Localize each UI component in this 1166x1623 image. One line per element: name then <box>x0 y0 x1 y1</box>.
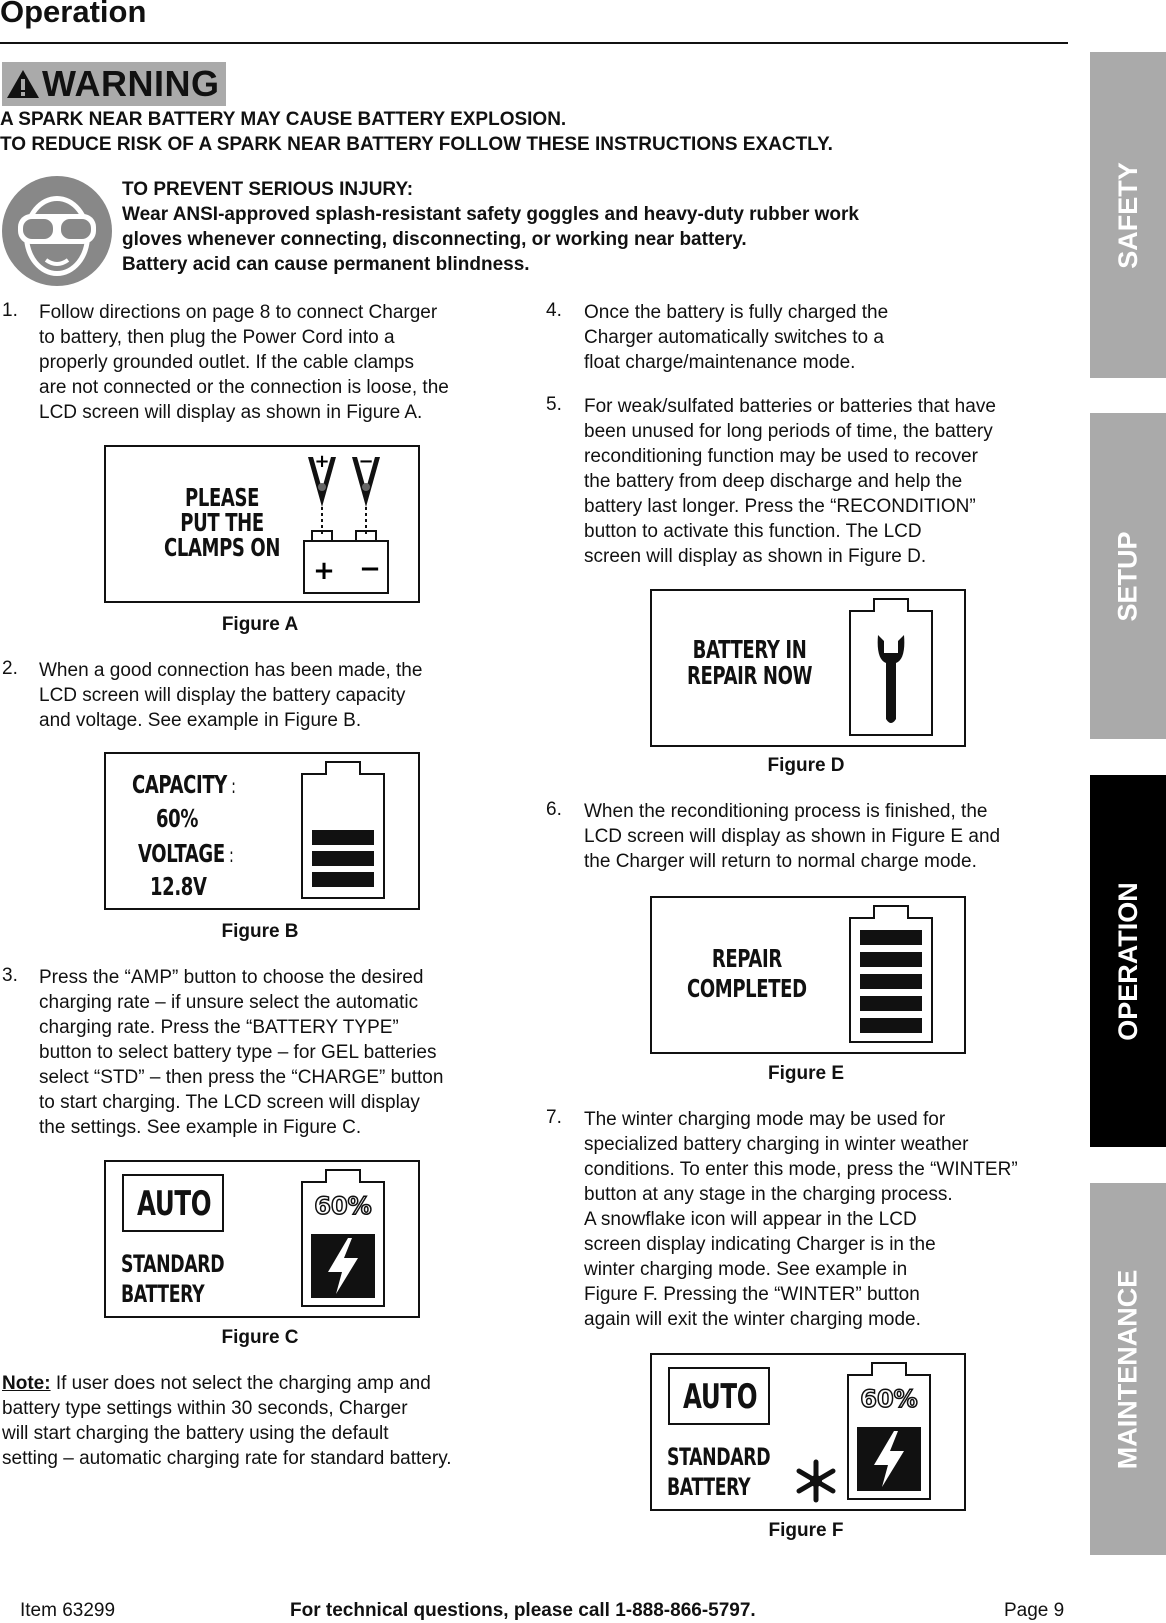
battery-plus-label: + <box>313 556 335 586</box>
tab-maintenance[interactable]: MAINTENANCE <box>1090 1183 1166 1555</box>
step-1-text: Follow directions on page 8 to connect Charger to battery, then plug the Power Cord into a properly grounded outlet. If the cable clamps are not connected or the connection is loose, the LCD screen will display as shown in Figure A. <box>39 302 449 423</box>
footer-tech-support: For technical questions, please call 1-888-866-5797. <box>290 1600 756 1621</box>
battery-bar <box>312 872 374 887</box>
battery-bar <box>860 952 922 967</box>
warning-triangle-icon <box>6 68 40 100</box>
capacity-value: 60% <box>156 804 199 833</box>
step-7-text: The winter charging mode may be used for specialized battery charging in winter weather conditions. To enter this mode, press the “WINTER” button at any stage in the charging process. A snowflake icon will appear in the LCD screen display indicating Charger is in the winter charging mode. See example in Figure F. Pressing the “WINTER” button again will exit the winter charging mode. <box>584 1109 1018 1330</box>
note-text: Note: If user does not select the charging amp and battery type settings within 30 seconds, Charger will start charging the battery using the default setting – automatic charging rate for standard battery. <box>2 1373 452 1469</box>
figure-e-text: REPAIR COMPLETED <box>687 944 807 1003</box>
battery-level-icon <box>300 760 390 902</box>
voltage-value: 12.8V <box>150 872 207 901</box>
step-6-text: When the reconditioning process is finished, the LCD screen will display as shown in Figure E and the Charger will return to normal charge mode. <box>584 801 1001 872</box>
warning-line-2: TO REDUCE RISK OF A SPARK NEAR BATTERY FOLLOW THESE INSTRUCTIONS EXACTLY. <box>0 134 833 155</box>
figure-d-text: BATTERY IN REPAIR NOW <box>687 635 813 690</box>
tab-setup[interactable]: SETUP <box>1090 413 1166 739</box>
tab-operation[interactable]: OPERATION <box>1090 775 1166 1147</box>
battery-charging-icon <box>300 1168 390 1310</box>
step-number: 7. <box>546 1107 562 1128</box>
clamp-plus-label: + <box>314 451 330 472</box>
voltage-label: VOLTAGE : <box>138 839 234 868</box>
step-5-text: For weak/sulfated batteries or batteries that have been unused for long periods of time, the battery reconditioning function may be used to recover the battery from deep discharge and help the battery last longer. Press the “RECONDITION” button to activate this function. The LCD screen will display as shown in Figure D. <box>584 396 996 567</box>
battery-full-icon <box>848 904 938 1046</box>
battery-type-line-1: STANDARD <box>121 1250 225 1278</box>
figure-c-caption: Figure C <box>221 1327 299 1348</box>
step-number: 5. <box>546 394 562 415</box>
step-number: 6. <box>546 799 562 820</box>
battery-bar <box>312 851 374 866</box>
warning-line-1: A SPARK NEAR BATTERY MAY CAUSE BATTERY EXPLOSION. <box>0 109 567 130</box>
figure-f-caption: Figure F <box>768 1520 844 1541</box>
snowflake-icon <box>794 1459 838 1503</box>
injury-line: Battery acid can cause permanent blindness. <box>122 254 530 275</box>
step-3-text: Press the “AMP” button to choose the desired charging rate – if unsure select the automatic charging rate. Press the “BATTERY TYPE” button to select battery type – for GEL batteries select “STD” – then press the “CHARGE” button to start charging. The LCD screen will display the settings. See example in Figure C. <box>39 967 444 1138</box>
injury-line: Wear ANSI-approved splash-resistant safety goggles and heavy-duty rubber work <box>122 204 859 225</box>
clamp-minus-label: − <box>358 451 374 472</box>
step-number: 3. <box>2 965 18 986</box>
mode-text: AUTO <box>137 1184 212 1224</box>
injury-line: gloves whenever connecting, disconnecting, or working near battery. <box>122 229 747 250</box>
figure-a-lcd <box>104 445 420 603</box>
battery-clamps-icon <box>302 449 412 597</box>
step-4-text: Once the battery is fully charged the Charger automatically switches to a float charge/maintenance mode. <box>584 302 889 373</box>
figure-a-text: PLEASE PUT THE CLAMPS ON <box>164 483 281 562</box>
note-label: Note: <box>2 1373 51 1394</box>
page-title: Operation <box>0 0 147 29</box>
injury-heading: TO PREVENT SERIOUS INJURY: <box>122 179 414 200</box>
battery-bar <box>312 830 374 845</box>
mode-text: AUTO <box>683 1377 758 1417</box>
safety-goggles-icon <box>2 176 112 286</box>
figure-b-caption: Figure B <box>221 921 299 942</box>
header-rule <box>0 42 1068 44</box>
figure-d-lcd <box>650 589 966 747</box>
step-2-text: When a good connection has been made, the LCD screen will display the battery capacity and voltage. See example in Figure B. <box>39 660 423 731</box>
battery-repair-icon <box>848 597 938 739</box>
wrench-icon <box>878 635 905 723</box>
battery-charging-icon <box>846 1361 936 1503</box>
battery-bar <box>860 974 922 989</box>
battery-bar <box>860 996 922 1011</box>
figure-f-lcd <box>650 1353 966 1511</box>
warning-badge <box>2 62 226 106</box>
battery-percent: 60% <box>860 1385 918 1413</box>
warning-badge-text: WARNING <box>42 63 220 104</box>
battery-bar <box>860 930 922 945</box>
battery-percent: 60% <box>314 1192 372 1220</box>
figure-e-lcd <box>650 896 966 1054</box>
battery-type-line-2: BATTERY <box>667 1473 751 1501</box>
step-number: 2. <box>2 658 18 679</box>
capacity-label: CAPACITY : <box>132 770 236 799</box>
figure-b-lcd <box>104 752 420 910</box>
footer-page: Page 9 <box>1004 1600 1065 1621</box>
battery-bar <box>860 1018 922 1033</box>
battery-minus-label: − <box>359 554 381 584</box>
figure-d-caption: Figure D <box>767 755 845 776</box>
figure-c-lcd <box>104 1160 420 1318</box>
battery-type-line-1: STANDARD <box>667 1443 771 1471</box>
step-number: 1. <box>2 300 18 321</box>
tab-safety[interactable]: SAFETY <box>1090 52 1166 378</box>
step-number: 4. <box>546 300 562 321</box>
battery-type-line-2: BATTERY <box>121 1280 205 1308</box>
footer-item: Item 63299 <box>20 1600 116 1621</box>
figure-a-caption: Figure A <box>221 614 299 635</box>
figure-e-caption: Figure E <box>767 1063 844 1084</box>
